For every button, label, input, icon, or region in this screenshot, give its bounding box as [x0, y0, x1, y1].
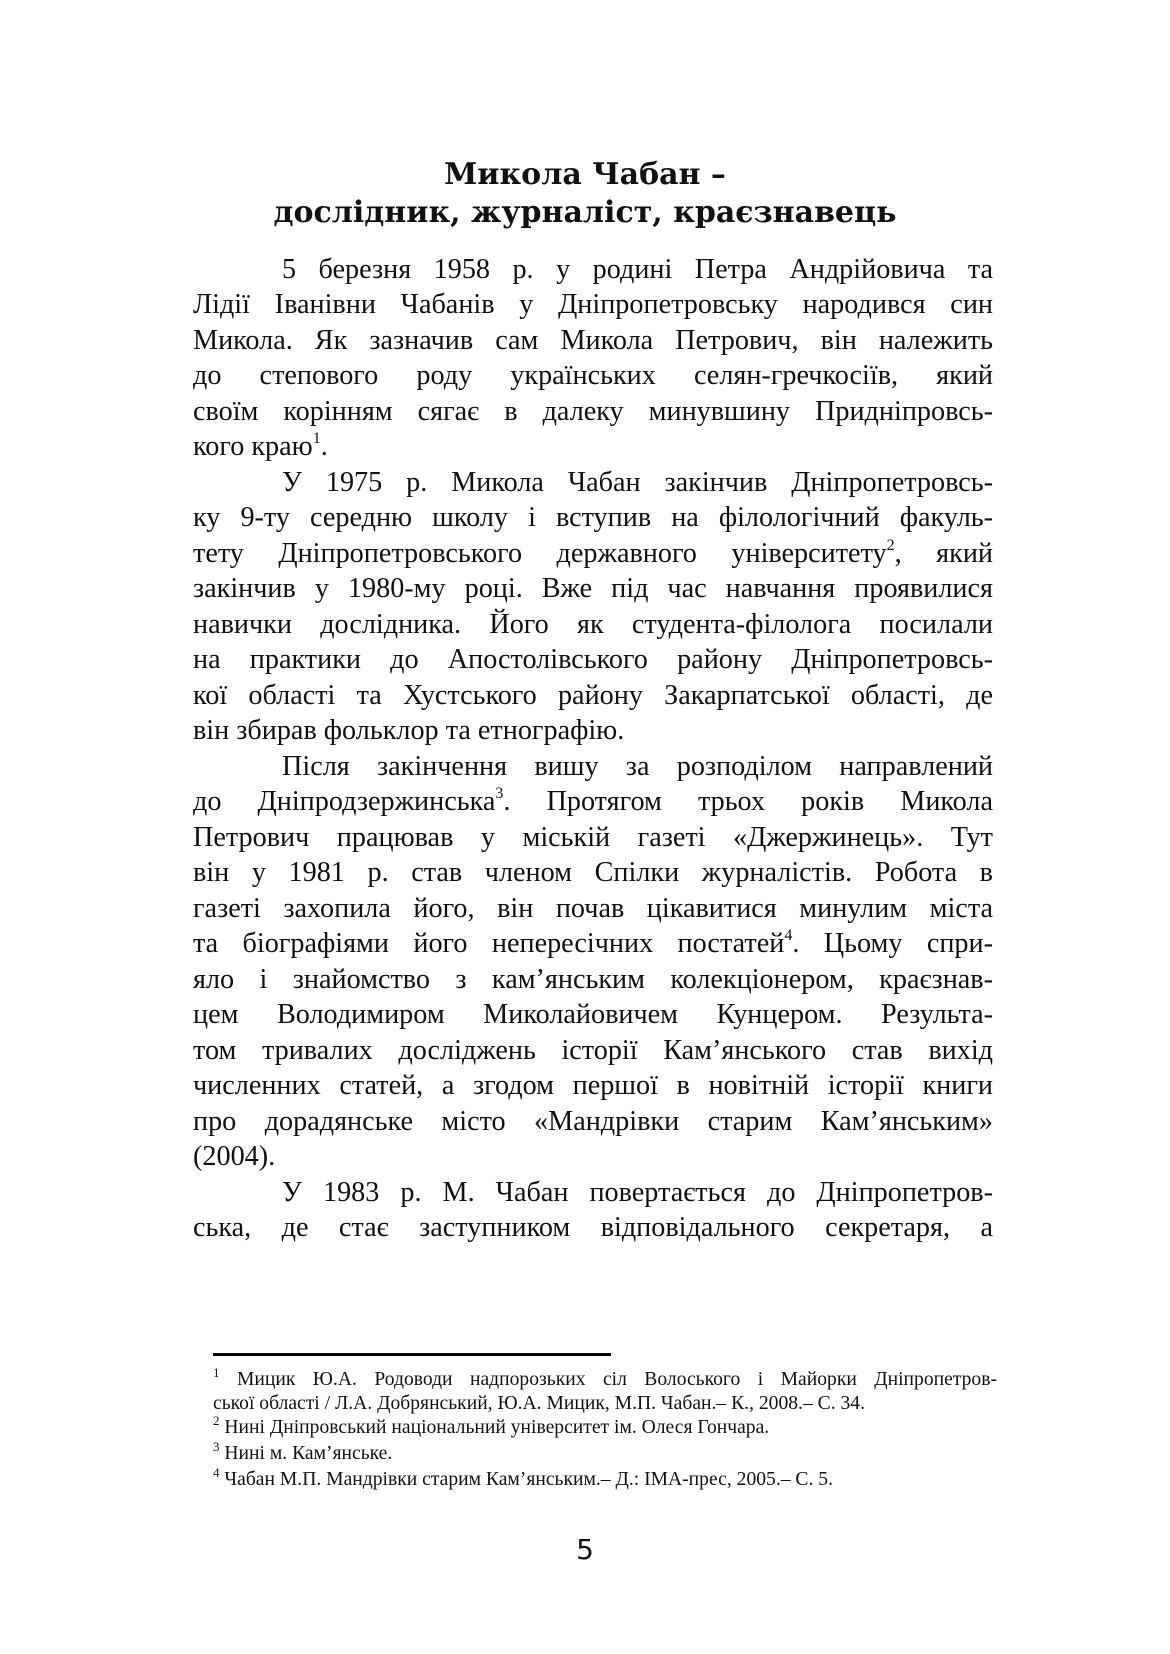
text-span: . Протягом трьох років Микола	[503, 786, 993, 817]
text-line: ська, де стає заступником відповідального секретаря, а	[193, 1212, 993, 1243]
text-line: навички дослідника. Його як студента-філолога посилали	[193, 609, 993, 640]
footnote-number: 2	[213, 1413, 220, 1428]
text-span: .	[320, 431, 328, 462]
text-line	[193, 784, 993, 820]
text-line: він збирав фольклор та етнографію.	[193, 715, 625, 746]
text-line: Після закінчення вишу за розподілом направлений	[282, 751, 993, 782]
text-line: ку 9-ту середню школу і вступив на філологічний факуль-	[193, 502, 993, 533]
footnote-ref-3[interactable]: 3	[495, 785, 504, 802]
text-line: Петрович працював у міській газеті «Джержинець». Тут	[193, 822, 993, 853]
text-span: кого краю	[193, 431, 313, 462]
text-line: на практики до Апостолівського району Дніпропетровсь-	[193, 644, 993, 675]
text-line: Микола. Як зазначив сам Микола Петрович, він належить	[193, 325, 993, 356]
text-line: У 1983 р. М. Чабан повертається до Дніпропетров-	[282, 1177, 993, 1208]
text-line: до степового роду українських селян-гречкосіїв, який	[193, 360, 993, 391]
footnote-number: 4	[213, 1465, 220, 1480]
footnote-3	[213, 1439, 997, 1466]
footnote-divider	[213, 1353, 611, 1356]
footnote-1	[213, 1365, 997, 1392]
text-line: (2004).	[193, 1141, 276, 1172]
text-line: газеті захопила його, він почав цікавитися минулим міста	[193, 893, 993, 924]
text-line: численних статей, а згодом першої в новітній історії книги	[193, 1070, 993, 1101]
footnote-ref-4[interactable]: 4	[784, 927, 793, 944]
text-line: своїм корінням сягає в далеку минувшину Придніпровсь-	[193, 396, 993, 427]
footnote-number: 3	[213, 1439, 220, 1454]
text-span: , який	[894, 538, 993, 569]
page-number: 5	[576, 1533, 594, 1566]
text-line	[193, 926, 993, 962]
footnote-4	[213, 1465, 997, 1492]
title-line-2: дослідник, журналіст, краєзнавець	[273, 195, 897, 230]
footnote-1-continued: ської області / Л.А. Добрянський, Ю.А. Мицик, М.П. Чабан.– К., 2008.– С. 34.	[213, 1393, 865, 1414]
text-line: кої області та Хустського району Закарпатської області, де	[193, 680, 993, 711]
text-line: цем Володимиром Миколайовичем Кунцером. Результа-	[193, 999, 993, 1030]
footnote-text: Нині м. Кам’янське.	[224, 1443, 393, 1464]
text-line: 5 березня 1958 р. у родині Петра Андрійовича та	[282, 254, 993, 285]
footnote-2	[213, 1413, 997, 1440]
text-line: яло і знайомство з кам’янським колекціонером, краєзнав-	[193, 964, 993, 995]
text-line	[193, 429, 993, 465]
text-line: Лідії Іванівни Чабанів у Дніпропетровську народився син	[193, 289, 993, 320]
text-span: . Цьому спри-	[792, 928, 993, 959]
text-line: про дорадянське місто «Мандрівки старим Кам’янським»	[193, 1106, 993, 1137]
text-span: та біографіями його непересічних постатей	[193, 928, 785, 959]
text-line	[193, 536, 993, 572]
footnote-ref-1[interactable]: 1	[312, 430, 321, 447]
text-span: до Дніпродзержинська	[193, 786, 496, 817]
footnote-number: 1	[213, 1365, 220, 1380]
text-line: У 1975 р. Микола Чабан закінчив Дніпропетровсь-	[282, 467, 993, 498]
footnote-ref-2[interactable]: 2	[886, 537, 895, 554]
text-line: том тривалих досліджень історії Кам’янського став вихід	[193, 1035, 993, 1066]
title-line-1: Микола Чабан –	[444, 157, 726, 192]
text-line: він у 1981 р. став членом Спілки журналістів. Робота в	[193, 857, 993, 888]
text-line: закінчив у 1980-му році. Вже під час навчання проявилися	[193, 573, 993, 604]
footnote-text: Чабан М.П. Мандрівки старим Кам’янським.– Д.: ІМА-прес, 2005.– С. 5.	[224, 1469, 833, 1490]
footnote-text: Нині Дніпровський національний університет ім. Олеся Гончара.	[224, 1417, 770, 1438]
text-span: тету Дніпропетровського державного університету	[193, 538, 887, 569]
footnote-text: Мицик Ю.А. Родоводи надпорозьких сіл Волоського і Майорки Дніпропетров-	[236, 1369, 997, 1390]
